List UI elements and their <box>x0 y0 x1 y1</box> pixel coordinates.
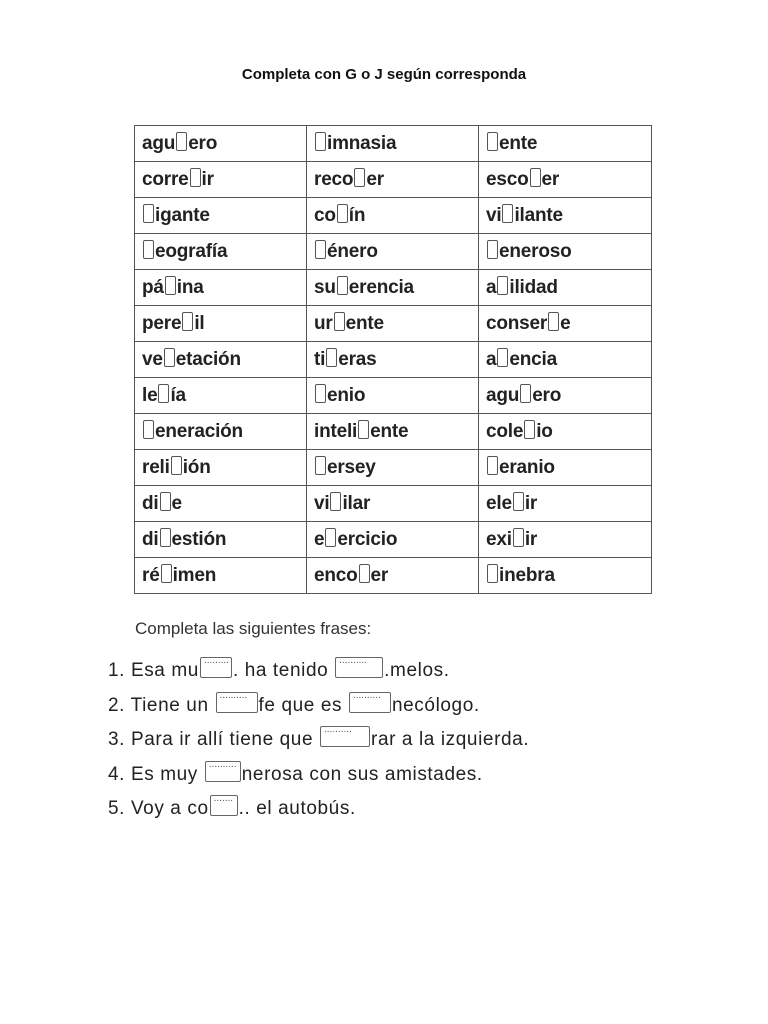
word-cell <box>307 270 479 306</box>
word-cell <box>479 558 652 594</box>
letter-blank[interactable] <box>325 528 336 547</box>
word-cell <box>135 486 307 522</box>
word-prefix: vi <box>486 205 502 226</box>
word-prefix: agu <box>486 385 520 406</box>
word-cell <box>135 558 307 594</box>
letter-blank[interactable] <box>315 240 326 259</box>
word-cell <box>479 414 652 450</box>
word-suffix: ilante <box>514 205 563 226</box>
word-cell <box>135 522 307 558</box>
word-prefix: ele <box>486 493 512 514</box>
sentence-text: Tiene un <box>130 694 215 716</box>
letter-blank[interactable] <box>171 456 182 475</box>
sentence-text: Voy a co <box>130 798 209 819</box>
word-cell <box>307 198 479 234</box>
word-prefix: conser <box>486 313 548 334</box>
word-cell <box>307 450 479 486</box>
word-cell <box>135 234 307 270</box>
word-prefix: corre <box>142 169 189 190</box>
word-suffix: imnasia <box>327 133 397 154</box>
table-row <box>135 414 652 450</box>
word-suffix: estión <box>171 529 227 550</box>
word-cell <box>479 270 652 306</box>
sentence-text: .melos. <box>384 660 450 681</box>
word-suffix: igante <box>155 205 210 226</box>
word-prefix: inteli <box>314 421 358 442</box>
word-suffix: imen <box>172 565 217 586</box>
word-cell <box>479 342 652 378</box>
word-cell <box>479 486 652 522</box>
letter-blank[interactable] <box>530 168 541 187</box>
letter-blank[interactable] <box>354 168 365 187</box>
letter-blank[interactable] <box>143 204 154 223</box>
sentence-number: 4. <box>108 763 126 785</box>
word-suffix: eneración <box>155 421 243 442</box>
word-cell <box>479 522 652 558</box>
word-cell <box>307 378 479 414</box>
word-prefix: ur <box>314 313 333 334</box>
letter-blank[interactable] <box>160 492 171 511</box>
sentence-number: 3. <box>108 729 126 750</box>
word-suffix: eneroso <box>499 241 572 262</box>
letter-blank[interactable] <box>161 564 172 583</box>
table-row <box>135 234 652 270</box>
word-suffix: ina <box>176 277 204 298</box>
word-cell <box>307 522 479 558</box>
sentence-number: 5. <box>108 798 126 819</box>
letter-blank[interactable] <box>330 492 341 511</box>
word-suffix: eografía <box>155 241 228 262</box>
word-suffix: ión <box>182 457 211 478</box>
sentence-text: necólogo. <box>391 694 480 716</box>
word-prefix: a <box>486 349 497 370</box>
letter-blank[interactable] <box>487 132 498 151</box>
sentence-text: rar a la izquierda. <box>371 729 530 750</box>
word-cell <box>307 306 479 342</box>
word-table <box>134 125 652 594</box>
sentence-item <box>108 689 529 724</box>
table-row <box>135 198 652 234</box>
word-suffix: io <box>536 421 553 442</box>
word-suffix: etación <box>175 349 241 370</box>
word-cell <box>479 126 652 162</box>
word-cell <box>307 414 479 450</box>
letter-blank[interactable] <box>165 276 176 295</box>
letter-blank[interactable] <box>143 420 154 439</box>
word-suffix: il <box>194 313 205 334</box>
letter-blank[interactable] <box>315 132 326 151</box>
word-cell <box>307 162 479 198</box>
sentence-text: Es muy <box>130 763 204 785</box>
worksheet-title: Completa con G o J según corresponda <box>241 66 527 83</box>
word-suffix: er <box>366 169 384 190</box>
letter-blank[interactable] <box>160 528 171 547</box>
table-row <box>135 306 652 342</box>
word-prefix: ti <box>314 349 326 370</box>
word-suffix: ía <box>170 385 186 406</box>
letter-blank[interactable] <box>190 168 201 187</box>
letter-blank[interactable] <box>487 564 498 583</box>
word-cell <box>479 306 652 342</box>
letter-blank[interactable] <box>359 564 370 583</box>
letter-blank[interactable] <box>315 384 326 403</box>
letter-blank[interactable] <box>143 240 154 259</box>
sentence-text: fe que es <box>258 694 348 716</box>
sentence-item <box>108 792 529 827</box>
table-row <box>135 162 652 198</box>
word-cell <box>135 378 307 414</box>
letter-blank[interactable] <box>548 312 559 331</box>
answer-blank[interactable] <box>205 761 241 782</box>
word-prefix: reli <box>142 457 170 478</box>
sentence-number: 2. <box>108 694 126 716</box>
sentence-item <box>108 758 529 793</box>
word-suffix: eras <box>338 349 377 370</box>
word-cell <box>135 198 307 234</box>
word-suffix: e <box>171 493 182 514</box>
word-prefix: esco <box>486 169 529 190</box>
sentence-text: Esa mu <box>130 660 199 681</box>
word-cell <box>307 126 479 162</box>
table-row <box>135 450 652 486</box>
word-suffix: enio <box>327 385 366 406</box>
word-suffix: ersey <box>327 457 376 478</box>
word-cell <box>135 270 307 306</box>
word-suffix: eranio <box>499 457 555 478</box>
word-cell <box>135 342 307 378</box>
word-cell <box>479 234 652 270</box>
answer-blank[interactable] <box>335 657 383 678</box>
word-prefix: enco <box>314 565 358 586</box>
letter-blank[interactable] <box>337 204 348 223</box>
sentence-item <box>108 723 529 758</box>
word-prefix: agu <box>142 133 176 154</box>
word-prefix: di <box>142 529 159 550</box>
letter-blank[interactable] <box>513 528 524 547</box>
table-row <box>135 558 652 594</box>
word-suffix: ente <box>499 133 538 154</box>
word-cell <box>479 450 652 486</box>
word-suffix: ilidad <box>509 277 558 298</box>
letter-blank[interactable] <box>158 384 169 403</box>
word-cell <box>307 486 479 522</box>
word-prefix: reco <box>314 169 354 190</box>
letter-blank[interactable] <box>315 456 326 475</box>
word-cell <box>479 378 652 414</box>
word-suffix: ir <box>524 493 538 514</box>
word-cell <box>479 162 652 198</box>
word-cell <box>135 126 307 162</box>
letter-blank[interactable] <box>487 240 498 259</box>
answer-blank[interactable] <box>216 692 258 713</box>
word-prefix: cole <box>486 421 524 442</box>
answer-blank[interactable] <box>320 726 370 747</box>
letter-blank[interactable] <box>326 348 337 367</box>
letter-blank[interactable] <box>182 312 193 331</box>
word-cell <box>135 450 307 486</box>
word-prefix: pere <box>142 313 182 334</box>
word-cell <box>135 414 307 450</box>
exercise-instruction: Completa las siguientes frases: <box>135 619 372 638</box>
word-suffix: ilar <box>342 493 371 514</box>
letter-blank[interactable] <box>337 276 348 295</box>
word-suffix: er <box>370 565 389 586</box>
word-suffix: ente <box>370 421 409 442</box>
word-prefix: di <box>142 493 159 514</box>
letter-blank[interactable] <box>176 132 187 151</box>
word-suffix: ero <box>188 133 218 154</box>
sentence-text: Para ir allí tiene que <box>130 729 320 750</box>
answer-blank[interactable] <box>200 657 232 678</box>
word-prefix: vi <box>314 493 330 514</box>
word-prefix: a <box>486 277 497 298</box>
word-prefix: pá <box>142 277 164 298</box>
letter-blank[interactable] <box>358 420 369 439</box>
sentence-item <box>108 654 529 689</box>
word-suffix: encia <box>509 349 557 370</box>
table-row <box>135 270 652 306</box>
sentence-text: .. el autobús. <box>238 798 356 819</box>
word-prefix: su <box>314 277 336 298</box>
word-prefix: exi <box>486 529 512 550</box>
word-suffix: ir <box>524 529 538 550</box>
word-cell <box>307 558 479 594</box>
word-prefix: e <box>314 529 325 550</box>
word-suffix: ero <box>532 385 562 406</box>
letter-blank[interactable] <box>497 276 508 295</box>
table-row <box>135 486 652 522</box>
word-suffix: erencia <box>348 277 414 298</box>
sentence-text: nerosa con sus amistades. <box>241 763 483 785</box>
word-suffix: inebra <box>499 565 555 586</box>
letter-blank[interactable] <box>164 348 175 367</box>
word-prefix: co <box>314 205 336 226</box>
table-row <box>135 126 652 162</box>
word-prefix: ve <box>142 349 163 370</box>
letter-blank[interactable] <box>520 384 531 403</box>
word-prefix: ré <box>142 565 160 586</box>
word-suffix: e <box>560 313 571 334</box>
letter-blank[interactable] <box>502 204 513 223</box>
word-cell <box>307 342 479 378</box>
sentence-number: 1. <box>108 660 126 681</box>
word-suffix: ín <box>348 205 366 226</box>
sentence-text: . ha tenido <box>232 660 335 681</box>
word-suffix: er <box>541 169 560 190</box>
sentence-list <box>108 654 529 827</box>
word-suffix: ir <box>201 169 214 190</box>
answer-blank[interactable] <box>349 692 391 713</box>
answer-blank[interactable] <box>210 795 238 816</box>
table-row <box>135 342 652 378</box>
word-prefix: le <box>142 385 158 406</box>
word-suffix: ente <box>345 313 384 334</box>
letter-blank[interactable] <box>524 420 535 439</box>
letter-blank[interactable] <box>513 492 524 511</box>
word-cell <box>135 162 307 198</box>
word-suffix: ercicio <box>337 529 398 550</box>
letter-blank[interactable] <box>334 312 345 331</box>
table-row <box>135 522 652 558</box>
letter-blank[interactable] <box>487 456 498 475</box>
word-cell <box>135 306 307 342</box>
word-cell <box>479 198 652 234</box>
word-cell <box>307 234 479 270</box>
letter-blank[interactable] <box>497 348 508 367</box>
word-suffix: énero <box>327 241 378 262</box>
table-row <box>135 378 652 414</box>
